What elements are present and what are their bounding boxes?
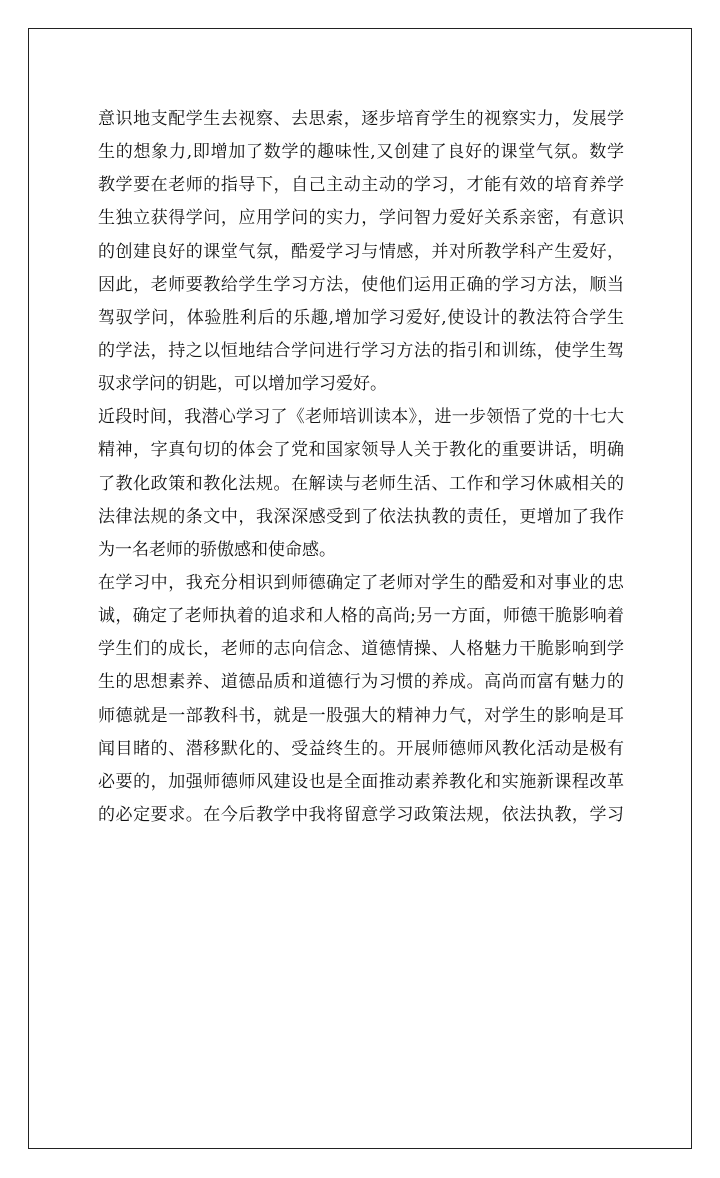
text-line: 在学习中，我充分相识到师德确定了老师对学生的酷爱和对事业的忠 [98,572,624,593]
text-line: 师德就是一部教科书，就是一股强大的精神力气，对学生的影响是耳 [98,705,624,726]
text-line: 近段时间，我潜心学习了《老师培训读本》，进一步领悟了党的十七大 [98,407,624,428]
text-line: 生的想象力,即增加了数学的趣味性,又创建了良好的课堂气氛。数学 [98,142,624,163]
text-line: 生的思想素养、道德品质和道德行为习惯的养成。高尚而富有魅力的 [98,672,624,693]
text-line: 为一名老师的骄傲感和使命感。 [98,539,336,560]
text-line: 闻目睹的、潜移默化的、受益终生的。开展师德师风教化活动是极有 [98,738,624,759]
text-line: 学生们的成长，老师的志向信念、道德情操、人格魅力干脆影响到学 [98,639,624,660]
text-line: 驭求学问的钥匙，可以增加学习爱好。 [98,374,387,395]
text-line: 的必定要求。在今后教学中我将留意学习政策法规，依法执教，学习 [98,804,624,825]
text-line: 了教化政策和教化法规。在解读与老师生活、工作和学习休戚相关的 [98,473,624,494]
text-line: 诚，确定了老师执着的追求和人格的高尚;另一方面，师德干脆影响着 [98,606,624,627]
text-line: 驾驭学问，体验胜利后的乐趣,增加学习爱好,使设计的教法符合学生 [98,307,624,328]
text-line: 的学法，持之以恒地结合学问进行学习方法的指引和训练，使学生驾 [98,340,624,361]
text-line: 法律法规的条文中，我深深感受到了依法执教的责任，更增加了我作 [98,506,624,527]
text-line: 意识地支配学生去视察、去思索，逐步培育学生的视察实力，发展学 [98,109,624,129]
text-line: 的创建良好的课堂气氛，酷爱学习与情感，并对所教学科产生爱好， [98,241,624,262]
text-line: 必要的，加强师德师风建设也是全面推动素养教化和实施新课程改革 [98,771,624,792]
text-line: 精神，字真句切的体会了党和国家领导人关于教化的重要讲话，明确 [98,440,624,461]
text-line: 因此，老师要教给学生学习方法，使他们运用正确的学习方法，顺当 [98,274,624,295]
text-line: 生独立获得学问，应用学问的实力，学问智力爱好关系亲密，有意识 [98,208,624,229]
text-line: 教学要在老师的指导下，自己主动主动的学习，才能有效的培育养学 [98,175,624,196]
document-body [98,103,624,832]
